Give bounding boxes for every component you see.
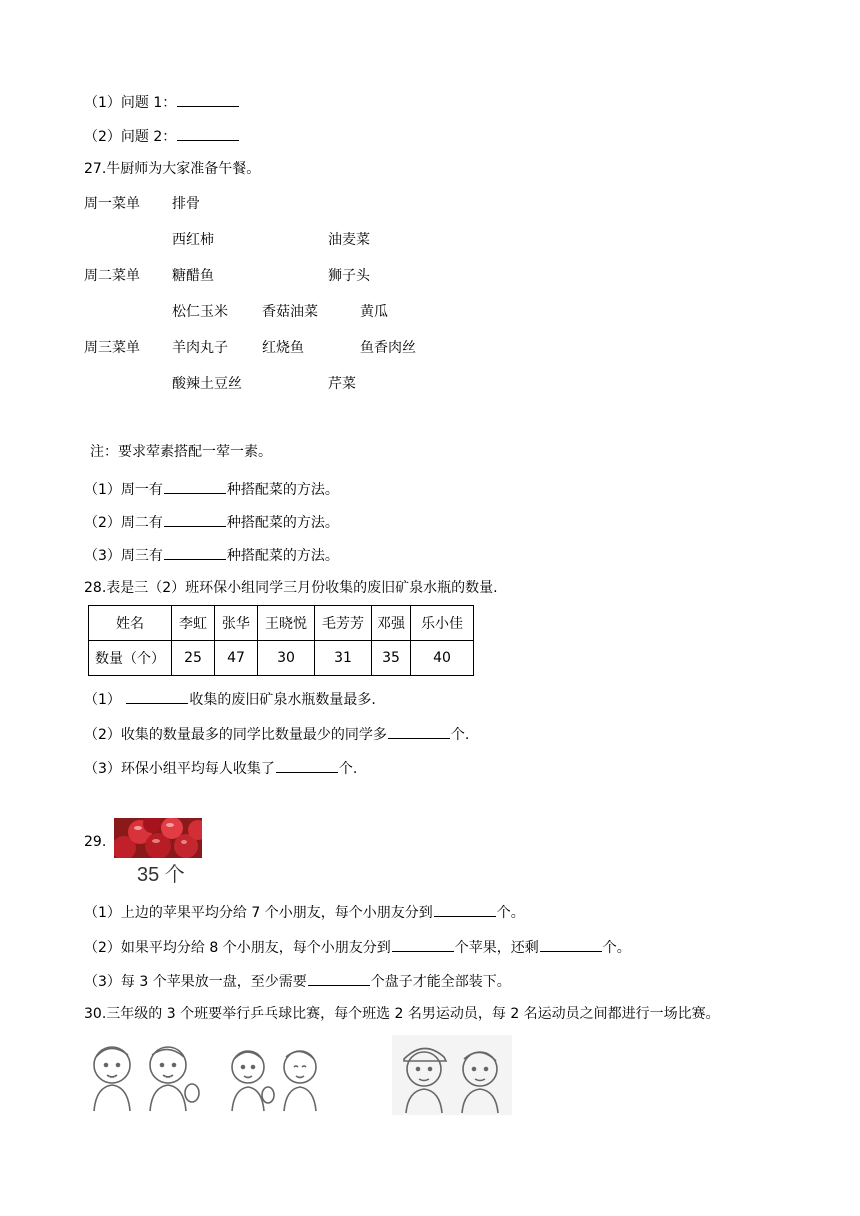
answer-blank[interactable] bbox=[177, 126, 239, 141]
table-cell: 李虹 bbox=[172, 606, 215, 641]
answer-blank[interactable] bbox=[164, 545, 226, 560]
answer-blank[interactable] bbox=[434, 902, 496, 917]
q28-sub-2 bbox=[84, 724, 469, 744]
q30-title: 30.三年级的 3 个班要举行乒乓球比赛，每个班选 2 名男运动员，每 2 名运动员之间都进行一场比赛。 bbox=[84, 1006, 720, 1022]
q27-sub-3-post: 种搭配菜的方法。 bbox=[226, 548, 339, 564]
dish: 排骨 bbox=[172, 196, 200, 212]
answer-blank[interactable] bbox=[276, 758, 338, 773]
q29-sub-1 bbox=[84, 902, 525, 922]
q29-sub-3-post: 个盘子才能全部装下。 bbox=[370, 974, 511, 990]
q27-sub-3 bbox=[84, 545, 339, 565]
dish: 狮子头 bbox=[328, 268, 370, 284]
dish: 羊肉丸子 bbox=[172, 340, 228, 356]
athletes-class-2-illustration bbox=[220, 1035, 330, 1113]
q29-sub-1-pre: （1）上边的苹果平均分给 7 个小朋友，每个小朋友分到 bbox=[84, 905, 433, 921]
q29-sub-2-mid: 个苹果，还剩 bbox=[454, 940, 539, 956]
apple-count-caption: 35 个 bbox=[137, 864, 185, 886]
answer-blank[interactable] bbox=[126, 689, 188, 704]
dish: 油麦菜 bbox=[328, 232, 370, 248]
q26-item-1-text: （1）问题 1： bbox=[84, 95, 177, 111]
table-header-cell: 数量（个） bbox=[89, 641, 172, 676]
q27-sub-2 bbox=[84, 512, 339, 532]
table-cell: 邓强 bbox=[372, 606, 411, 641]
q27-sub-2-post: 种搭配菜的方法。 bbox=[226, 515, 339, 531]
table-cell: 40 bbox=[411, 641, 474, 676]
q29-sub-2-post: 个。 bbox=[602, 940, 631, 956]
dish: 西红柿 bbox=[172, 232, 214, 248]
q29-sub-3-pre: （3）每 3 个苹果放一盘，至少需要 bbox=[84, 974, 307, 990]
q29-number: 29. bbox=[84, 834, 107, 850]
q27-note: 注：要求荤素搭配一荤一素。 bbox=[90, 444, 272, 460]
answer-blank[interactable] bbox=[308, 971, 370, 986]
dish: 红烧鱼 bbox=[262, 340, 304, 356]
table-header-cell: 姓名 bbox=[89, 606, 172, 641]
q28-title: 28.表是三（2）班环保小组同学三月份收集的废旧矿泉水瓶的数量. bbox=[84, 580, 498, 596]
wednesday-menu-label: 周三菜单 bbox=[84, 340, 140, 356]
table-cell: 张华 bbox=[215, 606, 258, 641]
table-cell: 乐小佳 bbox=[411, 606, 474, 641]
dish: 酸辣土豆丝 bbox=[172, 376, 242, 392]
table-row bbox=[89, 641, 474, 676]
q29-sub-3 bbox=[84, 971, 511, 991]
table-cell: 31 bbox=[315, 641, 372, 676]
q29-sub-1-post: 个。 bbox=[496, 905, 525, 921]
q28-sub-3 bbox=[84, 758, 357, 778]
q28-sub-2-post: 个. bbox=[450, 727, 470, 743]
q27-sub-2-pre: （2）周二有 bbox=[84, 515, 163, 531]
q28-sub-1-post: 收集的废旧矿泉水瓶数量最多. bbox=[189, 692, 376, 708]
table-cell: 毛芳芳 bbox=[315, 606, 372, 641]
q28-sub-1-pre: （1） bbox=[84, 692, 121, 708]
q27-sub-3-pre: （3）周三有 bbox=[84, 548, 163, 564]
answer-blank[interactable] bbox=[540, 937, 602, 952]
dish: 松仁玉米 bbox=[172, 304, 228, 320]
table-cell: 30 bbox=[258, 641, 315, 676]
table-cell: 47 bbox=[215, 641, 258, 676]
dish: 香菇油菜 bbox=[262, 304, 318, 320]
tuesday-menu-label: 周二菜单 bbox=[84, 268, 140, 284]
q29-sub-2 bbox=[84, 937, 631, 957]
q27-sub-1-pre: （1）周一有 bbox=[84, 482, 163, 498]
q26-item-1 bbox=[84, 92, 240, 112]
answer-blank[interactable] bbox=[392, 937, 454, 952]
q28-sub-2-pre: （2）收集的数量最多的同学比数量最少的同学多 bbox=[84, 727, 387, 743]
q27-title: 27.牛厨师为大家准备午餐。 bbox=[84, 161, 261, 177]
dish: 糖醋鱼 bbox=[172, 268, 214, 284]
q28-sub-1 bbox=[84, 689, 376, 709]
apples-image bbox=[114, 818, 202, 858]
answer-blank[interactable] bbox=[164, 512, 226, 527]
monday-menu-label: 周一菜单 bbox=[84, 196, 140, 212]
answer-blank[interactable] bbox=[388, 724, 450, 739]
table-cell: 25 bbox=[172, 641, 215, 676]
table-row bbox=[89, 606, 474, 641]
q26-item-2-text: （2）问题 2： bbox=[84, 129, 177, 145]
q28-sub-3-pre: （3）环保小组平均每人收集了 bbox=[84, 761, 275, 777]
dish: 芹菜 bbox=[328, 376, 356, 392]
q29-sub-2-pre: （2）如果平均分给 8 个小朋友，每个小朋友分到 bbox=[84, 940, 391, 956]
athletes-class-3-illustration bbox=[392, 1035, 512, 1115]
bottle-count-table bbox=[88, 605, 474, 676]
q26-item-2 bbox=[84, 126, 240, 146]
dish: 黄瓜 bbox=[360, 304, 388, 320]
answer-blank[interactable] bbox=[164, 479, 226, 494]
dish: 鱼香肉丝 bbox=[360, 340, 416, 356]
table-cell: 王晓悦 bbox=[258, 606, 315, 641]
answer-blank[interactable] bbox=[177, 92, 239, 107]
table-cell: 35 bbox=[372, 641, 411, 676]
q27-sub-1-post: 种搭配菜的方法。 bbox=[226, 482, 339, 498]
athletes-class-1-illustration bbox=[80, 1035, 200, 1113]
q28-sub-3-post: 个. bbox=[338, 761, 358, 777]
q27-sub-1 bbox=[84, 479, 339, 499]
